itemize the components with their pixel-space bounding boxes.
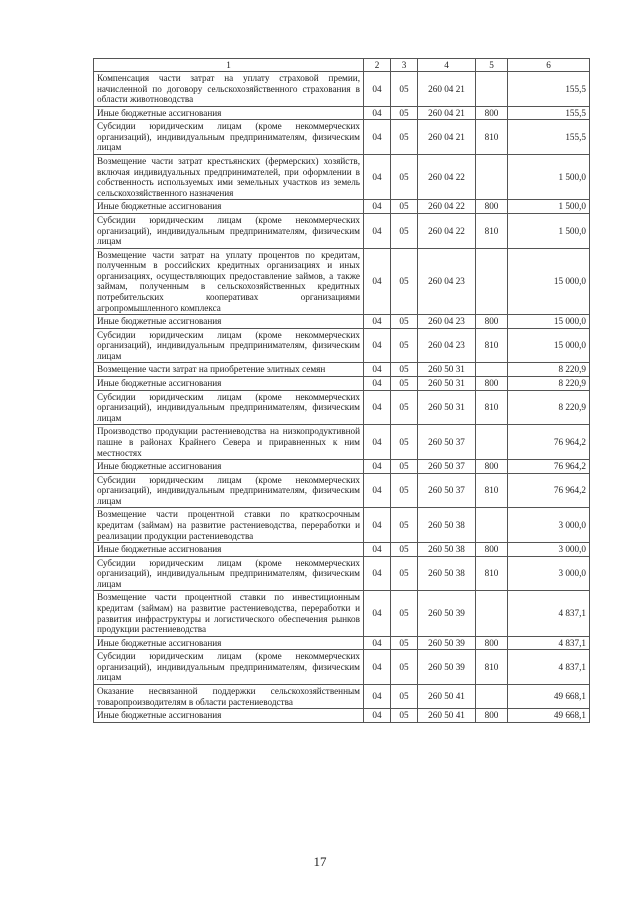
- table-row: [94, 120, 590, 155]
- table-row: [94, 72, 590, 107]
- table-row: [94, 106, 590, 120]
- row-target-article-cell: 260 04 21: [418, 106, 476, 120]
- row-expense-type-cell: 800: [476, 200, 508, 214]
- table-row: [94, 650, 590, 685]
- row-section-cell: 04: [364, 460, 391, 474]
- row-section-cell: 04: [364, 363, 391, 377]
- row-target-article-cell: 260 50 38: [418, 543, 476, 557]
- row-subsection-cell: 05: [391, 363, 418, 377]
- row-name-cell: Иные бюджетные ассигнования: [94, 543, 364, 557]
- row-name-cell: Иные бюджетные ассигнования: [94, 315, 364, 329]
- row-subsection-cell: 05: [391, 328, 418, 363]
- row-subsection-cell: 05: [391, 248, 418, 314]
- row-subsection-cell: 05: [391, 508, 418, 543]
- row-target-article-cell: 260 04 21: [418, 72, 476, 107]
- row-expense-type-cell: [476, 363, 508, 377]
- row-section-cell: 04: [364, 213, 391, 248]
- row-section-cell: 04: [364, 709, 391, 723]
- row-name-cell: Возмещение части процентной ставки по инвестиционным кредитам (займам) на развитие растениеводства, переработки и развития инфраструктуры и логистического обеспечения рынков продукции растениеводства: [94, 591, 364, 636]
- budget-table: [93, 58, 590, 723]
- row-name-cell: Возмещение части затрат на уплату процентов по кредитам, полученным в российских кредитных организациях и иных организациях, осуществляющих предоставление займов, а также займам, полученным в сельскохозяйственных кредитных потребительских кооперативах организациями агропромышленного комплекса: [94, 248, 364, 314]
- row-section-cell: 04: [364, 473, 391, 508]
- row-amount-cell: 1 500,0: [508, 200, 590, 214]
- row-subsection-cell: 05: [391, 315, 418, 329]
- row-amount-cell: 3 000,0: [508, 556, 590, 591]
- table-row: [94, 556, 590, 591]
- row-target-article-cell: 260 50 41: [418, 685, 476, 709]
- header-row: [94, 59, 590, 72]
- row-name-cell: Оказание несвязанной поддержки сельскохозяйственным товаропроизводителям в области растениеводства: [94, 685, 364, 709]
- table-row: [94, 709, 590, 723]
- row-amount-cell: 49 668,1: [508, 685, 590, 709]
- row-name-cell: Субсидии юридическим лицам (кроме некоммерческих организаций), индивидуальным предпринимателям, физическим лицам: [94, 213, 364, 248]
- header-cell: 6: [508, 59, 590, 72]
- row-section-cell: 04: [364, 650, 391, 685]
- row-expense-type-cell: 800: [476, 543, 508, 557]
- row-amount-cell: 4 837,1: [508, 636, 590, 650]
- table-row: [94, 636, 590, 650]
- row-section-cell: 04: [364, 377, 391, 391]
- row-target-article-cell: 260 04 22: [418, 213, 476, 248]
- row-expense-type-cell: 800: [476, 460, 508, 474]
- row-subsection-cell: 05: [391, 556, 418, 591]
- row-amount-cell: 155,5: [508, 72, 590, 107]
- row-section-cell: 04: [364, 328, 391, 363]
- row-section-cell: 04: [364, 543, 391, 557]
- row-name-cell: Возмещение части затрат крестьянских (фермерских) хозяйств, включая индивидуальных предпринимателей, при оформлении в собственность используемых ими земельных участков из земель сельскохозяйственного назначения: [94, 155, 364, 200]
- row-target-article-cell: 260 50 38: [418, 508, 476, 543]
- row-expense-type-cell: [476, 591, 508, 636]
- row-target-article-cell: 260 50 38: [418, 556, 476, 591]
- row-target-article-cell: 260 50 31: [418, 377, 476, 391]
- row-subsection-cell: 05: [391, 200, 418, 214]
- table-body: [94, 72, 590, 723]
- table-row: [94, 377, 590, 391]
- row-subsection-cell: 05: [391, 155, 418, 200]
- table-row: [94, 473, 590, 508]
- row-expense-type-cell: 810: [476, 556, 508, 591]
- row-name-cell: Иные бюджетные ассигнования: [94, 460, 364, 474]
- table-row: [94, 425, 590, 460]
- row-amount-cell: 76 964,2: [508, 460, 590, 474]
- row-target-article-cell: 260 50 39: [418, 591, 476, 636]
- row-name-cell: Возмещение части процентной ставки по краткосрочным кредитам (займам) на развитие растениеводства, переработки и реализации продукции растениеводства: [94, 508, 364, 543]
- table-header: [94, 59, 590, 72]
- row-amount-cell: 1 500,0: [508, 155, 590, 200]
- table-row: [94, 591, 590, 636]
- row-section-cell: 04: [364, 106, 391, 120]
- header-cell: 2: [364, 59, 391, 72]
- row-name-cell: Субсидии юридическим лицам (кроме некоммерческих организаций), индивидуальным предпринимателям, физическим лицам: [94, 390, 364, 425]
- row-amount-cell: 155,5: [508, 106, 590, 120]
- row-expense-type-cell: 800: [476, 377, 508, 391]
- row-amount-cell: 155,5: [508, 120, 590, 155]
- header-cell: 1: [94, 59, 364, 72]
- row-name-cell: Производство продукции растениеводства на низкопродуктивной пашне в районах Крайнего Севера и приравненных к ним местностях: [94, 425, 364, 460]
- row-target-article-cell: 260 04 22: [418, 200, 476, 214]
- row-section-cell: 04: [364, 556, 391, 591]
- row-subsection-cell: 05: [391, 120, 418, 155]
- row-target-article-cell: 260 04 21: [418, 120, 476, 155]
- row-amount-cell: 15 000,0: [508, 315, 590, 329]
- table-row: [94, 685, 590, 709]
- row-target-article-cell: 260 50 39: [418, 636, 476, 650]
- row-section-cell: 04: [364, 315, 391, 329]
- table-row: [94, 363, 590, 377]
- table-row: [94, 543, 590, 557]
- row-section-cell: 04: [364, 155, 391, 200]
- row-section-cell: 04: [364, 508, 391, 543]
- row-expense-type-cell: 800: [476, 709, 508, 723]
- row-section-cell: 04: [364, 425, 391, 460]
- row-subsection-cell: 05: [391, 460, 418, 474]
- row-expense-type-cell: 810: [476, 328, 508, 363]
- row-subsection-cell: 05: [391, 473, 418, 508]
- row-expense-type-cell: [476, 425, 508, 460]
- row-amount-cell: 4 837,1: [508, 650, 590, 685]
- row-target-article-cell: 260 50 37: [418, 460, 476, 474]
- table-row: [94, 508, 590, 543]
- header-cell: 5: [476, 59, 508, 72]
- row-name-cell: Иные бюджетные ассигнования: [94, 200, 364, 214]
- row-subsection-cell: 05: [391, 377, 418, 391]
- row-target-article-cell: 260 50 41: [418, 709, 476, 723]
- row-amount-cell: 15 000,0: [508, 328, 590, 363]
- row-amount-cell: 3 000,0: [508, 543, 590, 557]
- row-target-article-cell: 260 50 31: [418, 363, 476, 377]
- header-cell: 3: [391, 59, 418, 72]
- row-name-cell: Возмещение части затрат на приобретение элитных семян: [94, 363, 364, 377]
- row-amount-cell: 76 964,2: [508, 473, 590, 508]
- row-amount-cell: 3 000,0: [508, 508, 590, 543]
- row-subsection-cell: 05: [391, 390, 418, 425]
- row-expense-type-cell: 810: [476, 213, 508, 248]
- row-subsection-cell: 05: [391, 709, 418, 723]
- row-expense-type-cell: [476, 72, 508, 107]
- row-expense-type-cell: 800: [476, 636, 508, 650]
- row-subsection-cell: 05: [391, 106, 418, 120]
- row-name-cell: Субсидии юридическим лицам (кроме некоммерческих организаций), индивидуальным предпринимателям, физическим лицам: [94, 328, 364, 363]
- row-section-cell: 04: [364, 390, 391, 425]
- row-expense-type-cell: 810: [476, 390, 508, 425]
- row-section-cell: 04: [364, 248, 391, 314]
- row-expense-type-cell: 800: [476, 315, 508, 329]
- row-target-article-cell: 260 50 31: [418, 390, 476, 425]
- row-target-article-cell: 260 04 23: [418, 248, 476, 314]
- table-row: [94, 460, 590, 474]
- row-name-cell: Иные бюджетные ассигнования: [94, 709, 364, 723]
- row-section-cell: 04: [364, 636, 391, 650]
- row-expense-type-cell: [476, 685, 508, 709]
- row-target-article-cell: 260 50 37: [418, 473, 476, 508]
- row-subsection-cell: 05: [391, 213, 418, 248]
- row-section-cell: 04: [364, 591, 391, 636]
- row-subsection-cell: 05: [391, 685, 418, 709]
- row-expense-type-cell: 810: [476, 650, 508, 685]
- row-expense-type-cell: [476, 248, 508, 314]
- row-name-cell: Иные бюджетные ассигнования: [94, 377, 364, 391]
- row-name-cell: Иные бюджетные ассигнования: [94, 636, 364, 650]
- row-subsection-cell: 05: [391, 636, 418, 650]
- row-name-cell: Субсидии юридическим лицам (кроме некоммерческих организаций), индивидуальным предпринимателям, физическим лицам: [94, 120, 364, 155]
- row-name-cell: Субсидии юридическим лицам (кроме некоммерческих организаций), индивидуальным предпринимателям, физическим лицам: [94, 650, 364, 685]
- row-subsection-cell: 05: [391, 425, 418, 460]
- row-expense-type-cell: 800: [476, 106, 508, 120]
- table-row: [94, 328, 590, 363]
- row-amount-cell: 8 220,9: [508, 390, 590, 425]
- table-row: [94, 155, 590, 200]
- row-target-article-cell: 260 04 22: [418, 155, 476, 200]
- table-row: [94, 200, 590, 214]
- row-target-article-cell: 260 04 23: [418, 315, 476, 329]
- row-amount-cell: 1 500,0: [508, 213, 590, 248]
- row-subsection-cell: 05: [391, 72, 418, 107]
- row-name-cell: Иные бюджетные ассигнования: [94, 106, 364, 120]
- row-amount-cell: 4 837,1: [508, 591, 590, 636]
- row-name-cell: Субсидии юридическим лицам (кроме некоммерческих организаций), индивидуальным предпринимателям, физическим лицам: [94, 473, 364, 508]
- table-row: [94, 315, 590, 329]
- table-row: [94, 213, 590, 248]
- row-expense-type-cell: 810: [476, 120, 508, 155]
- row-section-cell: 04: [364, 120, 391, 155]
- row-subsection-cell: 05: [391, 543, 418, 557]
- row-target-article-cell: 260 04 23: [418, 328, 476, 363]
- row-expense-type-cell: 810: [476, 473, 508, 508]
- row-section-cell: 04: [364, 685, 391, 709]
- row-amount-cell: 49 668,1: [508, 709, 590, 723]
- page-number: 17: [313, 854, 327, 869]
- row-name-cell: Компенсация части затрат на уплату страховой премии, начисленной по договору сельскохозяйственного страхования в области животноводства: [94, 72, 364, 107]
- row-amount-cell: 76 964,2: [508, 425, 590, 460]
- row-name-cell: Субсидии юридическим лицам (кроме некоммерческих организаций), индивидуальным предпринимателям, физическим лицам: [94, 556, 364, 591]
- row-target-article-cell: 260 50 39: [418, 650, 476, 685]
- header-cell: 4: [418, 59, 476, 72]
- row-subsection-cell: 05: [391, 591, 418, 636]
- row-amount-cell: 8 220,9: [508, 363, 590, 377]
- table-row: [94, 248, 590, 314]
- row-section-cell: 04: [364, 200, 391, 214]
- row-expense-type-cell: [476, 155, 508, 200]
- row-expense-type-cell: [476, 508, 508, 543]
- row-subsection-cell: 05: [391, 650, 418, 685]
- row-amount-cell: 15 000,0: [508, 248, 590, 314]
- row-section-cell: 04: [364, 72, 391, 107]
- table-row: [94, 390, 590, 425]
- row-target-article-cell: 260 50 37: [418, 425, 476, 460]
- row-amount-cell: 8 220,9: [508, 377, 590, 391]
